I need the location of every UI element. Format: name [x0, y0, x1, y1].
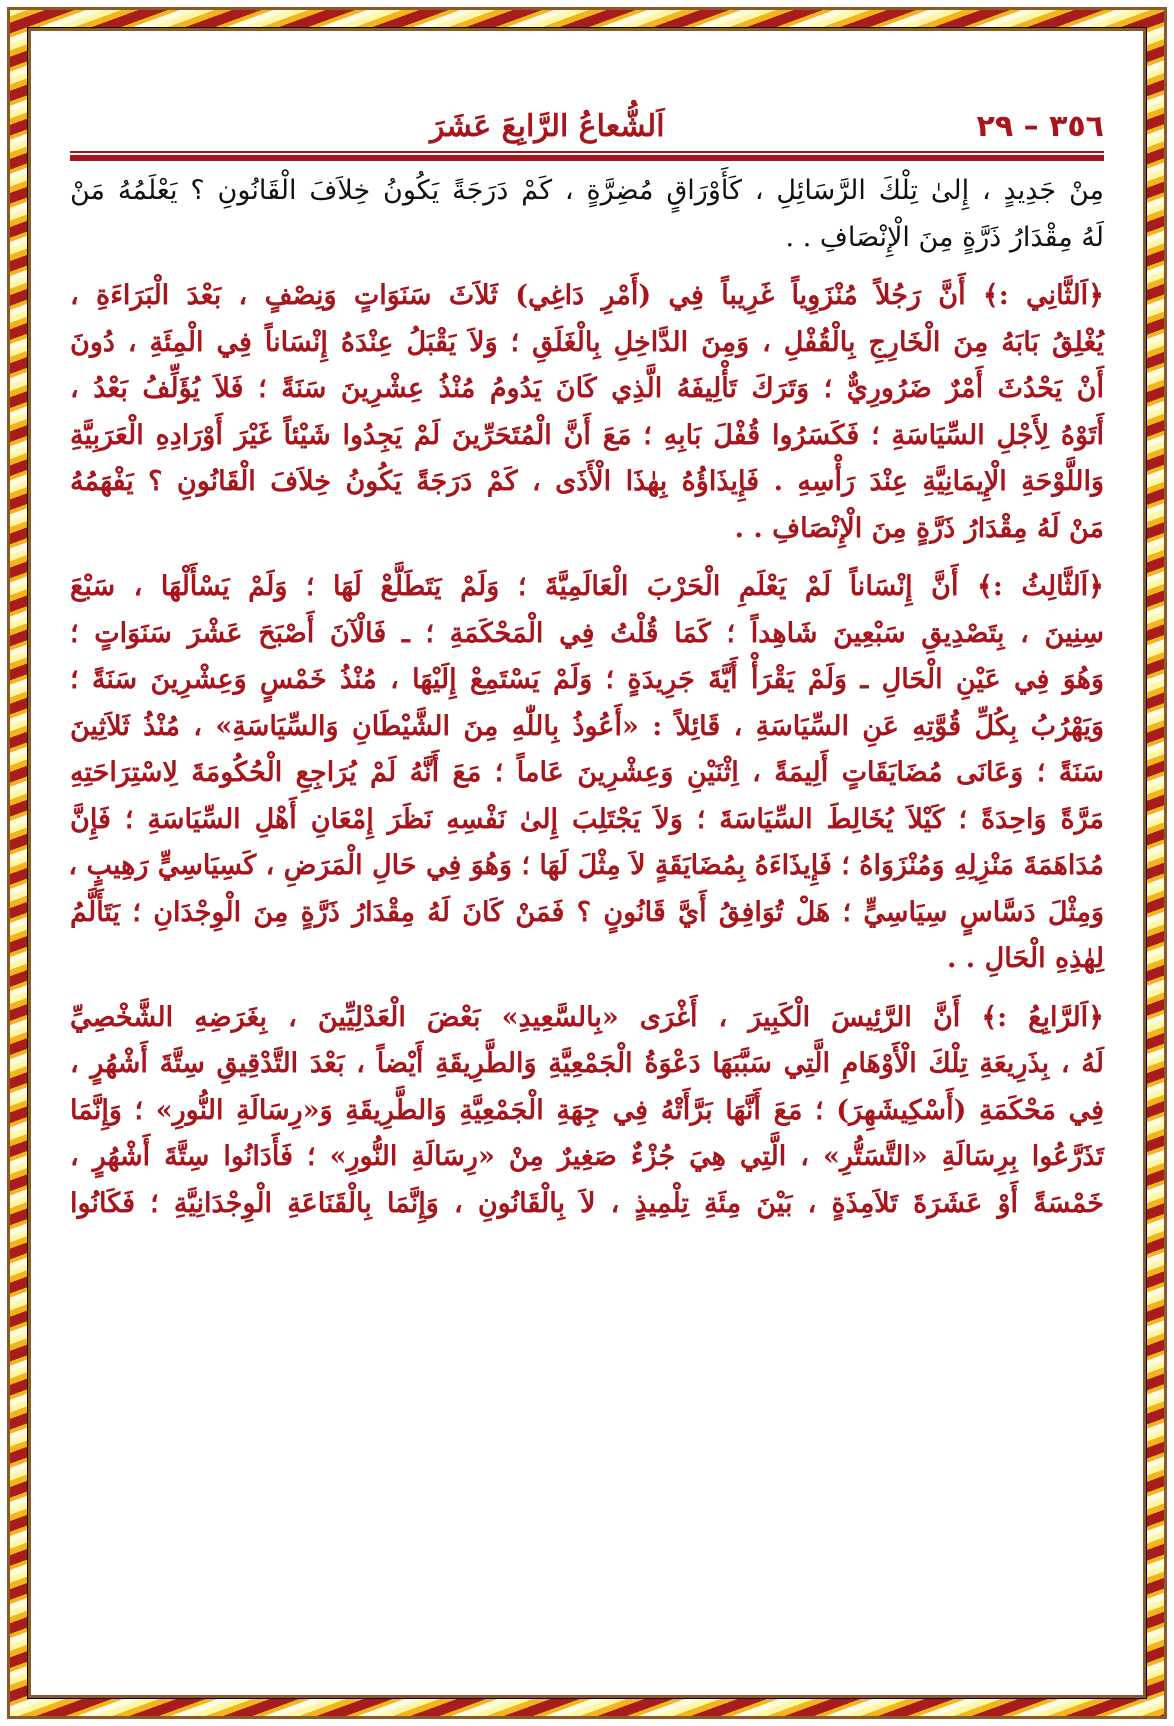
text-line: يُغْلِقُ بَابَهُ مِنَ الْخَارِجِ بِالْقُفْلِ ، وَمِنَ الدَّاخِلِ بِالْغَلَقِ ؛ وَلاَ يَقْبَلُ عِنْدَهُ إِنْسَاناً فِي الْمِئَةِ ، دُونَ	[70, 326, 1104, 358]
text-line: وَمِثْلَ دَسَّاسٍ سِيَاسِيٍّ ؛ هَلْ تُوَافِقُ أَيَّ قَانُونٍ ؟ فَمَنْ كَانَ لَهُ مِقْدَارُ ذَرَّةٍ مِنَ الْوِجْدَانِ ؛ يَتَأَلَّمُ	[70, 896, 1104, 928]
text-line: فِي مَحْكَمَةِ (أَسْكِيشَهِرَ) ؛ مَعَ أَنَّهَا بَرَّأَتْهُ فِي جِهَةِ الْجَمْعِيَّةِ وَالطَّرِيقَةِ وَ«رِسَالَةِ النُّورِ» ؛ وَإِنَّمَا	[70, 1094, 1104, 1126]
paragraph-continuation	[70, 168, 1104, 261]
text-line: لَهُ مِقْدَارُ ذَرَّةٍ مِنَ الْإِنْصَافِ . .	[785, 221, 1104, 253]
text-line: سَنَةً ؛ وَعَانَى مُضَايَقَاتٍ أَلِيمَةً ، اِثْنَيْنِ وَعِشْرِينَ عَاماً ؛ مَعَ أَنَّهُ لَمْ يُرَاجِعِ الْحُكُومَةَ لِاسْتِرَاحَتِهِ	[70, 757, 1104, 788]
text-line: لِهٰذِهِ الْحَالِ . .	[947, 943, 1104, 974]
page-body	[70, 168, 1104, 1239]
text-line: مَرَّةً وَاحِدَةً ؛ كَيْلاَ يُخَالِطَ السِّيَاسَةَ ؛ وَلاَ يَجْتَلِبَ إِلىٰ نَفْسِهِ نَظَرَ إِمْعَانِ أَهْلِ السِّيَاسَةِ ؛ فَإِنَّ	[70, 803, 1104, 835]
text-line: لَهُ ، بِذَرِيعَةِ تِلْكَ الْأَوْهَامِ الَّتِي سَبَّبَهَا دَعْوَةُ الْجَمْعِيَّةِ وَالطَّرِيقَةِ أَيْضاً ، بَعْدَ التَّدْقِيقِ سِتَّةَ أَشْهُرٍ ،	[70, 1048, 1104, 1079]
page-header	[70, 100, 1104, 156]
text-line: ﴿اَلرَّابِعُ :﴾ أَنَّ الرَّئِيسَ الْكَبِيرَ ، أَغْرَى «بِالسَّعِيدِ» بَعْضَ الْعَدْلِيِّينَ ، بِغَرَضِهِ الشَّخْصِيِّ	[70, 1001, 1104, 1033]
text-line: مِنْ جَدِيدٍ ، إِلىٰ تِلْكَ الرَّسَائِلِ ، كَأَوْرَاقٍ مُضِرَّةٍ ، كَمْ دَرَجَةً يَكُونُ خِلاَفَ الْقَانُونِ ؟ يَعْلَمُهُ مَنْ	[70, 175, 1104, 206]
text-line: ﴿اَلثَّانِي :﴾ أَنَّ رَجُلاً مُنْزَوِياً غَرِيباً فِي (أَمْرِ دَاغِي) ثَلاَثَ سَنَوَاتٍ وَنِصْفٍ ، بَعْدَ الْبَرَاءَةِ ،	[70, 280, 1104, 311]
text-line: تَذَرَّعُوا بِرِسَالَةِ «التَّسَتُّرِ» ، الَّتِي هِيَ جُزْءٌ صَغِيرٌ مِنْ «رِسَالَةِ النُّورِ» ؛ فَأَدَانُوا سِتَّةَ أَشْهُرٍ ،	[70, 1141, 1104, 1172]
text-line: خَمْسَةً أَوْ عَشَرَةَ تَلاَمِذَةٍ ، بَيْنَ مِئَةِ تِلْمِيذٍ ، لاَ بِالْقَانُونِ ، وَإِنَّمَا بِالْقَنَاعَةِ الْوِجْدَانِيَّةِ ؛ فَكَانُوا	[70, 1187, 1104, 1219]
text-line: أَنْ يَحْدُثَ أَمْرٌ ضَرُورِيٌّ ؛ وَتَرَكَ تَأْلِيفَهُ الَّذِي كَانَ يَدُومُ مُنْذُ عِشْرِينَ سَنَةً ؛ فَلاَ يُؤَلِّفُ بَعْدُ ،	[70, 373, 1104, 404]
text-line: ﴿اَلثَّالِثُ :﴾ أَنَّ إِنْسَاناً لَمْ يَعْلَمِ الْحَرْبَ الْعَالَمِيَّةَ ؛ وَلَمْ يَتَطَلَّعْ لَهَا ؛ وَلَمْ يَسْأَلْهَا ، سَبْعَ	[70, 571, 1104, 602]
text-line: أَتَوْهُ لِأَجْلِ السِّيَاسَةِ ؛ فَكَسَرُوا قُفْلَ بَابِهِ ؛ مَعَ أَنَّ الْمُتَحَرِّينَ لَمْ يَجِدُوا شَيْئاً غَيْرَ أَوْرَادِهِ الْعَرَبِيَّةِ	[70, 419, 1104, 451]
paragraph-third	[70, 564, 1104, 983]
text-line: سِنِينَ ، بِتَصْدِيقِ سَبْعِينَ شَاهِداً ؛ كَمَا قُلْتُ فِي الْمَحْكَمَةِ ؛ ـ فَالْآنَ أَصْبَحَ عَشْرَ سَنَوَاتٍ ؛	[70, 617, 1104, 649]
text-line: مَنْ لَهُ مِقْدَارُ ذَرَّةٍ مِنَ الْإِنْصَافِ . .	[734, 512, 1104, 544]
paragraph-second	[70, 273, 1104, 552]
section-title: اَلشُّعاعُ الرَّابِعَ عَشَرَ	[430, 109, 665, 144]
paragraph-fourth	[70, 995, 1104, 1228]
text-line: وَاللَّوْحَةِ الْإِيمَانِيَّةِ عِنْدَ رَأْسِهِ . فَإِيذَاؤُهُ بِهٰذَا الْأَذَى ، كَمْ دَرَجَةً يَكُونُ خِلاَفَ الْقَانُونِ ؟ يَفْهَمُهُ	[70, 466, 1104, 497]
header-divider-thick	[70, 155, 1104, 161]
text-line: مُدَاهَمَةَ مَنْزِلِهِ وَمُنْزَوَاهُ ؛ فَإِيذَاءَهُ بِمُضَايَقَةٍ لاَ مِثْلَ لَهَا ؛ وَهُوَ فِي حَالِ الْمَرَضِ ، كَسِيَاسِيٍّ رَهِيبٍ ،	[68, 850, 1104, 881]
text-line: وَيَهْرُبُ بِكُلِّ قُوَّتِهِ عَنِ السِّيَاسَةِ ، قَائِلاً : «أَعُوذُ بِاللّٰهِ مِنَ الشَّيْطَانِ وَالسِّيَاسَةِ» ، مُنْذُ ثَلاَثِينَ	[70, 710, 1104, 742]
header-divider	[70, 151, 1104, 161]
page-number: ٣٥٦ – ٢٩	[976, 109, 1104, 144]
text-line: وَهُوَ فِي عَيْنِ الْحَالِ ـ وَلَمْ يَقْرَأْ أَيَّةَ جَرِيدَةٍ ؛ وَلَمْ يَسْتَمِعْ إِلَيْهَا ، مُنْذُ خَمْسٍ وَعِشْرِينَ سَنَةً ؛	[70, 664, 1104, 695]
